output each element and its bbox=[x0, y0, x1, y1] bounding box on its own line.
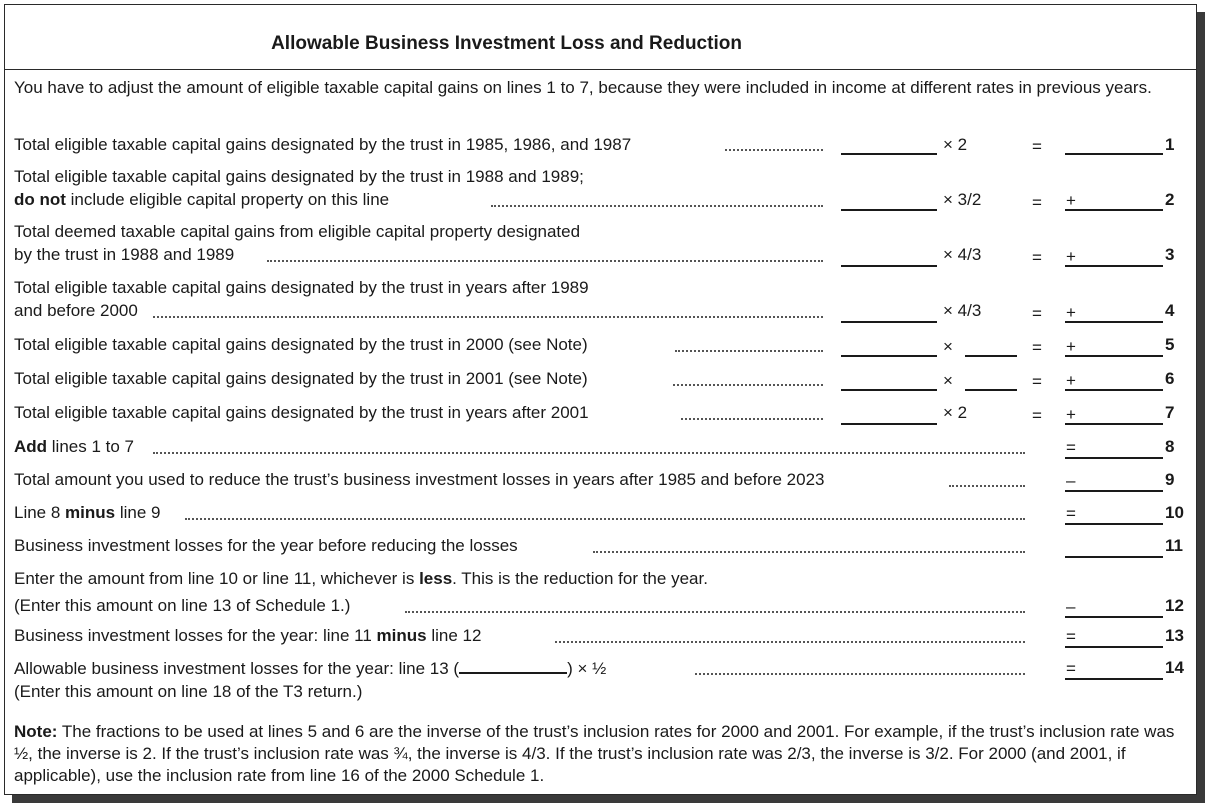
line1-number: 1 bbox=[1165, 135, 1175, 154]
line13-leader bbox=[555, 639, 1025, 643]
line4-label-b: and before 2000 bbox=[14, 301, 138, 320]
line1-equals: = bbox=[1032, 137, 1042, 156]
line8-label bbox=[14, 437, 134, 457]
line13-minus: minus bbox=[376, 626, 427, 645]
line1-multiplier: × 2 bbox=[943, 135, 968, 154]
line7-amount-field[interactable] bbox=[841, 423, 937, 425]
line7-result-field[interactable] bbox=[1065, 423, 1163, 425]
line12-label-a2: . This is the reduction for the year. bbox=[452, 569, 708, 588]
line14-label-a: Allowable business investment losses for the year: line 13 ( bbox=[14, 659, 460, 678]
line1-result-field[interactable] bbox=[1065, 153, 1163, 155]
line2-equals: = bbox=[1032, 193, 1042, 212]
line13-number: 13 bbox=[1165, 626, 1184, 645]
line12-sign: – bbox=[1066, 597, 1076, 616]
line10-minus: minus bbox=[65, 503, 116, 522]
line12-label-a1: Enter the amount from line 10 or line 11, whichever is bbox=[14, 569, 420, 588]
line4-result-field[interactable] bbox=[1065, 321, 1163, 323]
line13-result-field[interactable] bbox=[1065, 646, 1163, 648]
line9-sign: – bbox=[1066, 471, 1076, 490]
line13-label-b: line 12 bbox=[426, 626, 482, 645]
line4-multiplier: × 4/3 bbox=[943, 301, 982, 320]
line10-number: 10 bbox=[1165, 503, 1184, 522]
line11-result-field[interactable] bbox=[1065, 556, 1163, 558]
line6-leader bbox=[673, 382, 823, 386]
line7-leader bbox=[681, 416, 823, 420]
line13-label bbox=[14, 626, 481, 646]
line13-label-a: Business investment losses for the year: line 11 bbox=[14, 626, 377, 645]
line4-equals: = bbox=[1032, 304, 1042, 323]
line2-number: 2 bbox=[1165, 190, 1175, 209]
line14-inline-field[interactable] bbox=[459, 658, 567, 674]
line5-fraction-field[interactable] bbox=[965, 355, 1017, 357]
line10-sign: = bbox=[1066, 504, 1076, 523]
title-bar bbox=[5, 5, 1196, 70]
note-text bbox=[14, 721, 1194, 787]
line11-leader bbox=[593, 549, 1025, 553]
line4-leader bbox=[153, 314, 823, 318]
line5-result-field[interactable] bbox=[1065, 355, 1163, 357]
line6-result-field[interactable] bbox=[1065, 389, 1163, 391]
line12-label-b: (Enter this amount on line 13 of Schedule 1.) bbox=[14, 596, 351, 615]
line9-leader bbox=[949, 483, 1025, 487]
line5-amount-field[interactable] bbox=[841, 355, 937, 357]
line6-multiplier: × bbox=[943, 371, 953, 390]
line3-leader bbox=[267, 258, 823, 262]
line13-sign: = bbox=[1066, 627, 1076, 646]
intro-text: You have to adjust the amount of eligible taxable capital gains on lines 1 to 7, because they were included in income at different rates in previous years. bbox=[14, 78, 1152, 97]
line6-amount-field[interactable] bbox=[841, 389, 937, 391]
line1-leader bbox=[725, 147, 823, 151]
line8-sign: = bbox=[1066, 438, 1076, 457]
line5-multiplier: × bbox=[943, 337, 953, 356]
abil-form bbox=[4, 4, 1197, 795]
line4-amount-field[interactable] bbox=[841, 321, 937, 323]
line6-label: Total eligible taxable capital gains designated by the trust in 2001 (see Note) bbox=[14, 369, 588, 388]
line3-number: 3 bbox=[1165, 245, 1175, 264]
line12-less: less bbox=[419, 569, 453, 588]
line2-donot: do not bbox=[14, 190, 66, 209]
line3-result-field[interactable] bbox=[1065, 265, 1163, 267]
line14-label bbox=[14, 658, 606, 679]
line3-amount-field[interactable] bbox=[841, 265, 937, 267]
line2-amount-field[interactable] bbox=[841, 209, 937, 211]
line1-amount-field[interactable] bbox=[841, 153, 937, 155]
line2-multiplier: × 3/2 bbox=[943, 190, 982, 209]
line14-label-b: ) × ½ bbox=[567, 659, 607, 678]
line14-sign: = bbox=[1066, 659, 1076, 678]
note-label: Note: bbox=[14, 722, 58, 741]
line9-label: Total amount you used to reduce the trust’s business investment losses in years after 1985 and before 2023 bbox=[14, 470, 825, 489]
line7-equals: = bbox=[1032, 406, 1042, 425]
form-title: Allowable Business Investment Loss and Reduction bbox=[271, 33, 742, 54]
line8-number: 8 bbox=[1165, 437, 1175, 456]
line10-leader bbox=[185, 516, 1025, 520]
line6-sign: + bbox=[1066, 371, 1076, 390]
line5-leader bbox=[675, 348, 823, 352]
line14-leader bbox=[695, 671, 1025, 675]
line8-add: Add bbox=[14, 437, 48, 456]
line14-number: 14 bbox=[1165, 658, 1184, 677]
line3-sign: + bbox=[1066, 247, 1076, 266]
line12-label-a bbox=[14, 569, 708, 589]
line3-multiplier: × 4/3 bbox=[943, 245, 982, 264]
line4-number: 4 bbox=[1165, 301, 1175, 320]
line10-label bbox=[14, 503, 160, 523]
line3-label-b: by the trust in 1988 and 1989 bbox=[14, 245, 235, 264]
line7-label: Total eligible taxable capital gains designated by the trust in years after 2001 bbox=[14, 403, 589, 422]
line7-multiplier: × 2 bbox=[943, 403, 968, 422]
line14-result-field[interactable] bbox=[1065, 678, 1163, 680]
line2-result-field[interactable] bbox=[1065, 209, 1163, 211]
note-body: The fractions to be used at lines 5 and 6 are the inverse of the trust’s inclusion rates for 2000 and 2001. For example, if the trust’s inclusion rate was ½, the inverse is 2. If the trust’s inclusion rate was ¾, the inverse is 4/3. If the trust’s inclusion rate was 2/3, the inverse is 3/2. For 2000 (and 2001, if applicable), use the inclusion rate from line 16 of the 2000 Schedule 1. bbox=[14, 722, 1175, 785]
line5-number: 5 bbox=[1165, 335, 1175, 354]
line12-leader bbox=[405, 609, 1025, 613]
line10-label-a: Line 8 bbox=[14, 503, 66, 522]
line2-label-b-rest: include eligible capital property on this line bbox=[65, 190, 390, 209]
line7-number: 7 bbox=[1165, 403, 1175, 422]
line2-leader bbox=[491, 203, 823, 207]
line11-number: 11 bbox=[1165, 536, 1183, 555]
line14-label-c: (Enter this amount on line 18 of the T3 return.) bbox=[14, 682, 363, 701]
line9-number: 9 bbox=[1165, 470, 1175, 489]
line5-equals: = bbox=[1032, 338, 1042, 357]
line6-fraction-field[interactable] bbox=[965, 389, 1017, 391]
line2-label-b bbox=[14, 190, 389, 210]
line10-result-field[interactable] bbox=[1065, 523, 1163, 525]
line4-sign: + bbox=[1066, 303, 1076, 322]
line2-label-a: Total eligible taxable capital gains designated by the trust in 1988 and 1989; bbox=[14, 167, 584, 186]
line12-result-field[interactable] bbox=[1065, 616, 1163, 618]
line5-sign: + bbox=[1066, 337, 1076, 356]
line6-equals: = bbox=[1032, 372, 1042, 391]
line8-leader bbox=[153, 450, 1025, 454]
line3-label-a: Total deemed taxable capital gains from eligible capital property designated bbox=[14, 222, 581, 241]
line3-equals: = bbox=[1032, 248, 1042, 267]
line7-sign: + bbox=[1066, 405, 1076, 424]
line5-label: Total eligible taxable capital gains designated by the trust in 2000 (see Note) bbox=[14, 335, 588, 354]
line12-number: 12 bbox=[1165, 596, 1184, 615]
line2-sign: + bbox=[1066, 191, 1076, 210]
line4-label-a: Total eligible taxable capital gains designated by the trust in years after 1989 bbox=[14, 278, 589, 297]
line6-number: 6 bbox=[1165, 369, 1175, 388]
line11-label: Business investment losses for the year before reducing the losses bbox=[14, 536, 518, 555]
line8-result-field[interactable] bbox=[1065, 457, 1163, 459]
line9-result-field[interactable] bbox=[1065, 490, 1163, 492]
line8-label-rest: lines 1 to 7 bbox=[47, 437, 134, 456]
line10-label-b: line 9 bbox=[115, 503, 161, 522]
line1-label: Total eligible taxable capital gains designated by the trust in 1985, 1986, and 1987 bbox=[14, 135, 632, 154]
